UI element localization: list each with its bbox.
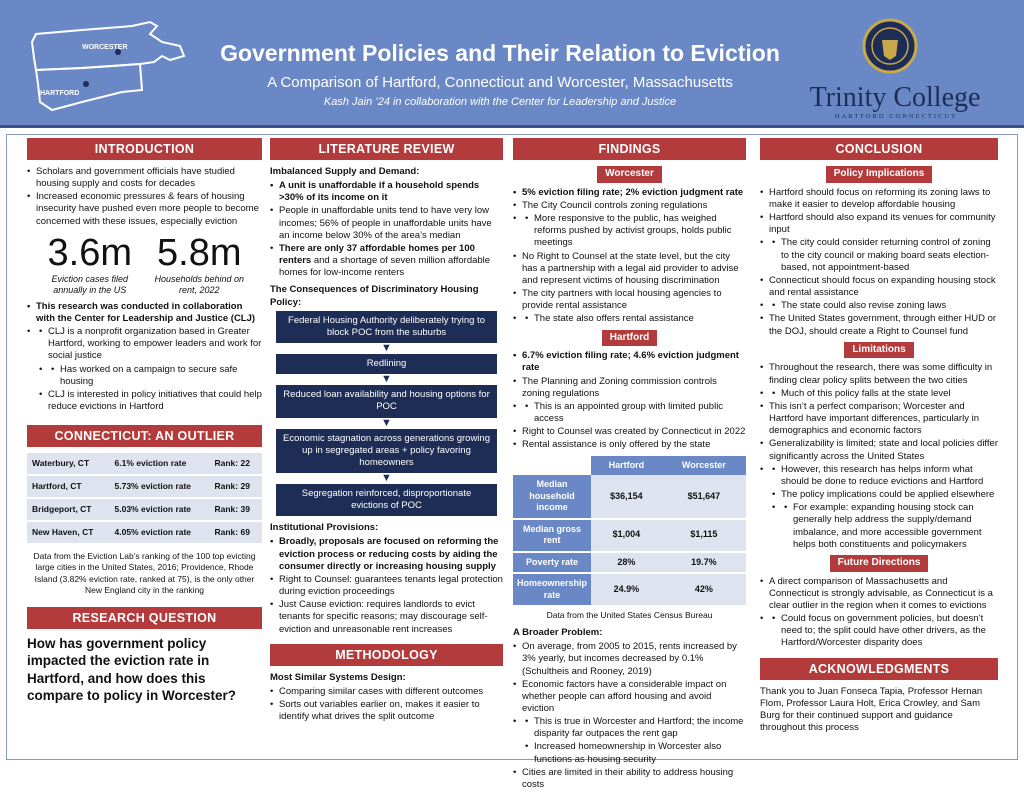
finding-subbullet: • Increased homeownership in Worcester also functions as housing security — [525, 741, 746, 765]
outlier-table — [27, 453, 262, 545]
conclusion-bullet: • This isn’t a perfect comparison; Worcester and Hartford have important differences, particularly in demographics and economic factors — [760, 401, 998, 437]
lit-bullet: • Right to Counsel: guarantees tenants legal protection during eviction proceedings — [270, 574, 503, 598]
stat-evictions: 3.6m Eviction cases filed annually in the US — [47, 231, 132, 296]
clj-sublist: • • CLJ is a nonprofit organization based in Greater Hartford, working to empower leaders and work for social justice • • Has worked on a campaign to secure safe housing • CLJ is interested in policy initiatives that could help reduce evictions in Hartford — [27, 326, 262, 413]
finding-bullet: • Right to Counsel was created by Connecticut in 2022 — [513, 426, 746, 438]
lit-bullet: • Broadly, proposals are focused on reforming the eviction process or reducing costs by aiding the consumer directly or increasing housing supply — [270, 536, 503, 572]
census-note: Data from the United States Census Bureau — [546, 610, 713, 621]
conclusion-subbullet: • • However, this research has helps inform what should be done to reduce evictions and Hartford — [772, 464, 998, 488]
table-row: Median household income $36,154 $51,647 — [513, 475, 746, 519]
finding-subbullet: • • More responsive to the public, has weighed reforms pushed by activist groups, holds public meetings — [525, 213, 746, 249]
finding-subbullet: • • This is an appointed group with limited public access — [525, 401, 746, 425]
poster-header — [0, 0, 1024, 128]
finding-bullet: • Economic factors have a considerable impact on whether people can afford housing and avoid eviction — [513, 679, 746, 715]
column-4 — [760, 138, 998, 734]
flow-step: Reduced loan availability and housing options for POC — [276, 385, 497, 417]
map-label-worcester: WORCESTER — [82, 44, 128, 51]
clj-bullet: • This research was conducted in collaboration with the Center for Leadership and Justice (CLJ) — [27, 301, 262, 325]
limitations-subheader: Limitations — [844, 342, 913, 359]
outlier-note: Data from the Eviction Lab’s ranking of the 100 top evicting large cities in the United States, 2016; Providence, Rhode Island (3.82% eviction rate, ranked at 75), is the only other New England city in the ranking — [33, 550, 256, 596]
conclusion-bullet: • Hartford should focus on reforming its zoning laws to make it easier to develop affordable housing — [760, 187, 998, 211]
flow-step: Segregation reinforced, disproportionate evictions of POC — [276, 484, 497, 516]
conclusion-bullet: • The United States government, through either HUD or the DOJ, should create a Right to Counsel fund — [760, 313, 998, 337]
table-row: Hartford, CT 5.73% eviction rate Rank: 29 — [27, 475, 262, 498]
conclusion-subbullet: • • The city could consider returning control of zoning to the city council or making board seats election-based, not appointment-based — [772, 237, 998, 273]
finding-bullet: • The Planning and Zoning commission controls zoning regulations — [513, 376, 746, 400]
finding-bullet: • The City Council controls zoning regulations — [513, 200, 746, 212]
conclusion-subsubbullet: • • For example: expanding housing stock can generally help address the supply/demand imbalance, and more accessible government helps both constituents and policymakers — [784, 502, 998, 551]
research-question-text: How has government policy impacted the eviction rate in Hartford, and how does this compare to policy in Worcester? — [27, 635, 237, 704]
down-arrow-icon: ▼ — [381, 342, 392, 355]
findings-header: FINDINGS — [513, 138, 746, 160]
finding-bullet: • On average, from 2005 to 2015, rents increased by 3% yearly, but incomes decreased by 0.1% (Schultheis and Rooney, 2019) — [513, 641, 746, 677]
policy-implications-subheader: Policy Implications — [826, 166, 933, 183]
finding-bullet: • 6.7% eviction filing rate; 4.6% eviction judgment rate — [513, 350, 746, 374]
finding-subbullet: • • This is true in Worcester and Hartford; the income disparity far outpaces the rent gap — [525, 716, 746, 740]
conclusion-bullet: • Throughout the research, there was some difficulty in finding clear policy splits between the two cities — [760, 362, 998, 386]
poster-byline: Kash Jain ’24 in collaboration with the Center for Leadership and Justice — [323, 96, 677, 108]
research-question-header: RESEARCH QUESTION — [27, 607, 262, 629]
methodology-header: METHODOLOGY — [270, 644, 503, 666]
table-row: Homeownership rate 24.9% 42% — [513, 573, 746, 606]
poster-subtitle: A Comparison of Hartford, Connecticut and Worcester, Massachusetts — [267, 74, 733, 91]
intro-bullet: • Scholars and government officials have studied housing supply and costs for decades — [27, 166, 262, 190]
conclusion-bullet: • A direct comparison of Massachusetts and Connecticut is strongly advisable, as Connecticut is a clear outlier in the region when it comes to evictions — [760, 576, 998, 612]
method-bullet: • Sorts out variables earlier on, makes it easier to identify what drives the split outcome — [270, 699, 503, 723]
flow-step: Federal Housing Authority deliberately trying to block POC from the suburbs — [276, 311, 497, 343]
finding-bullet: • 5% eviction filing rate; 2% eviction judgment rate — [513, 187, 746, 199]
stat-households: 5.8m Households behind on rent, 2022 — [154, 231, 245, 296]
worcester-subheader: Worcester — [597, 166, 662, 183]
table-row: New Haven, CT 4.05% eviction rate Rank: 69 — [27, 521, 262, 544]
intro-bullet: • Increased economic pressures & fears of housing insecurity have pushed even more people to become concerned with these issues, especially eviction — [27, 191, 262, 227]
flow-title: The Consequences of Discriminatory Housing Policy: — [270, 284, 479, 308]
column-1 — [27, 138, 262, 705]
column-2 — [270, 138, 503, 724]
conclusion-subbullet: • • Much of this policy falls at the state level — [772, 388, 998, 400]
method-bullet: • Comparing similar cases with different outcomes — [270, 686, 503, 698]
lit-bullet: • People in unaffordable units tend to have very low incomes; 56% of people in unaffordable units have an income below 30% of the area’s median — [270, 205, 503, 241]
conclusion-subbullet: • • Could focus on government policies, but doesn’t need to; the split could have other drivers, as the Hartford/Worcester disparity does — [772, 613, 998, 649]
massachusetts-connecticut-map-icon — [22, 12, 192, 118]
table-row: Poverty rate 28% 19.7% — [513, 552, 746, 574]
table-row: Waterbury, CT 6.1% eviction rate Rank: 22 — [27, 453, 262, 475]
conclusion-header: CONCLUSION — [760, 138, 998, 160]
lit-heading-provisions: Institutional Provisions: — [270, 522, 379, 534]
acknowledgments-text: Thank you to Juan Fonseca Tapia, Professor Hernan Flom, Professor Laura Holt, Erica Crowley, and Sam Burg for their continued support and guidance throughout this process — [760, 685, 983, 734]
flow-step: Redlining — [276, 354, 497, 374]
introduction-header: INTRODUCTION — [27, 138, 262, 160]
conclusion-bullet: • Hartford should also expand its venues for community input — [760, 212, 998, 236]
down-arrow-icon: ▼ — [381, 373, 392, 386]
conclusion-subbullet: • • The state could also revise zoning laws — [772, 300, 998, 312]
flowchart — [270, 311, 503, 517]
conclusion-subbullet: • The policy implications could be applied elsewhere — [772, 489, 998, 501]
outlier-header: CONNECTICUT: AN OUTLIER — [27, 425, 262, 447]
broader-heading: A Broader Problem: — [513, 627, 603, 639]
finding-bullet: • Rental assistance is only offered by the state — [513, 439, 746, 451]
college-seal-icon — [862, 14, 918, 78]
finding-bullet: • Cities are limited in their ability to address housing costs — [513, 767, 746, 791]
table-row: Bridgeport, CT 5.03% eviction rate Rank: 39 — [27, 498, 262, 521]
method-heading: Most Similar Systems Design: — [270, 671, 406, 683]
down-arrow-icon: ▼ — [381, 416, 392, 429]
table-row: Median gross rent $1,004 $1,115 — [513, 519, 746, 552]
poster-title: Government Policies and Their Relation to Eviction — [220, 40, 780, 66]
hartford-subheader: Hartford — [602, 330, 657, 347]
college-subtitle: HARTFORD CONNECTICUT — [834, 113, 958, 120]
lit-heading-supply: Imbalanced Supply and Demand: — [270, 166, 420, 177]
lit-bullet: • Just Cause eviction: requires landlords to evict tenants for specific reasons; may discourage self-eviction and unreasonable rent increases — [270, 599, 503, 635]
lit-bullet: • There are only 37 affordable homes per 100 renters and a shortage of seven million affordable homes for low-income renters — [270, 243, 503, 279]
conclusion-bullet: • Connecticut should focus on expanding housing stock and rental assistance — [760, 275, 998, 299]
finding-bullet: • The city partners with local housing agencies to provide rental assistance — [513, 288, 746, 312]
lit-bullet: • A unit is unaffordable if a household spends >30% of its income on it — [270, 180, 503, 204]
future-directions-subheader: Future Directions — [830, 555, 929, 572]
acknowledgments-header: ACKNOWLEDGMENTS — [760, 658, 998, 680]
finding-subbullet: • • The state also offers rental assistance — [525, 313, 746, 325]
flow-step: Economic stagnation across generations growing up in segregated areas + policy favoring homeowners — [276, 429, 497, 473]
literature-review-header: LITERATURE REVIEW — [270, 138, 503, 160]
census-table: Hartford Worcester Median household income $36,154 $51,647 Median gross rent $1,004 $1,115 Poverty rate 28% 19.7% Homeownership rate 24.9% 42% — [513, 456, 746, 608]
college-name: Trinity College — [809, 82, 981, 113]
map-label-hartford: HARTFORD — [40, 90, 80, 97]
finding-bullet: • No Right to Counsel at the state level, but the city has a partnership with a legal aid provider to advise and represent victims of housing discrimination — [513, 251, 746, 287]
column-3 — [513, 138, 746, 792]
down-arrow-icon: ▼ — [381, 471, 392, 484]
conclusion-bullet: • Generalizability is limited; state and local policies differ significantly across the United States — [760, 438, 998, 462]
stats-row — [35, 231, 254, 297]
